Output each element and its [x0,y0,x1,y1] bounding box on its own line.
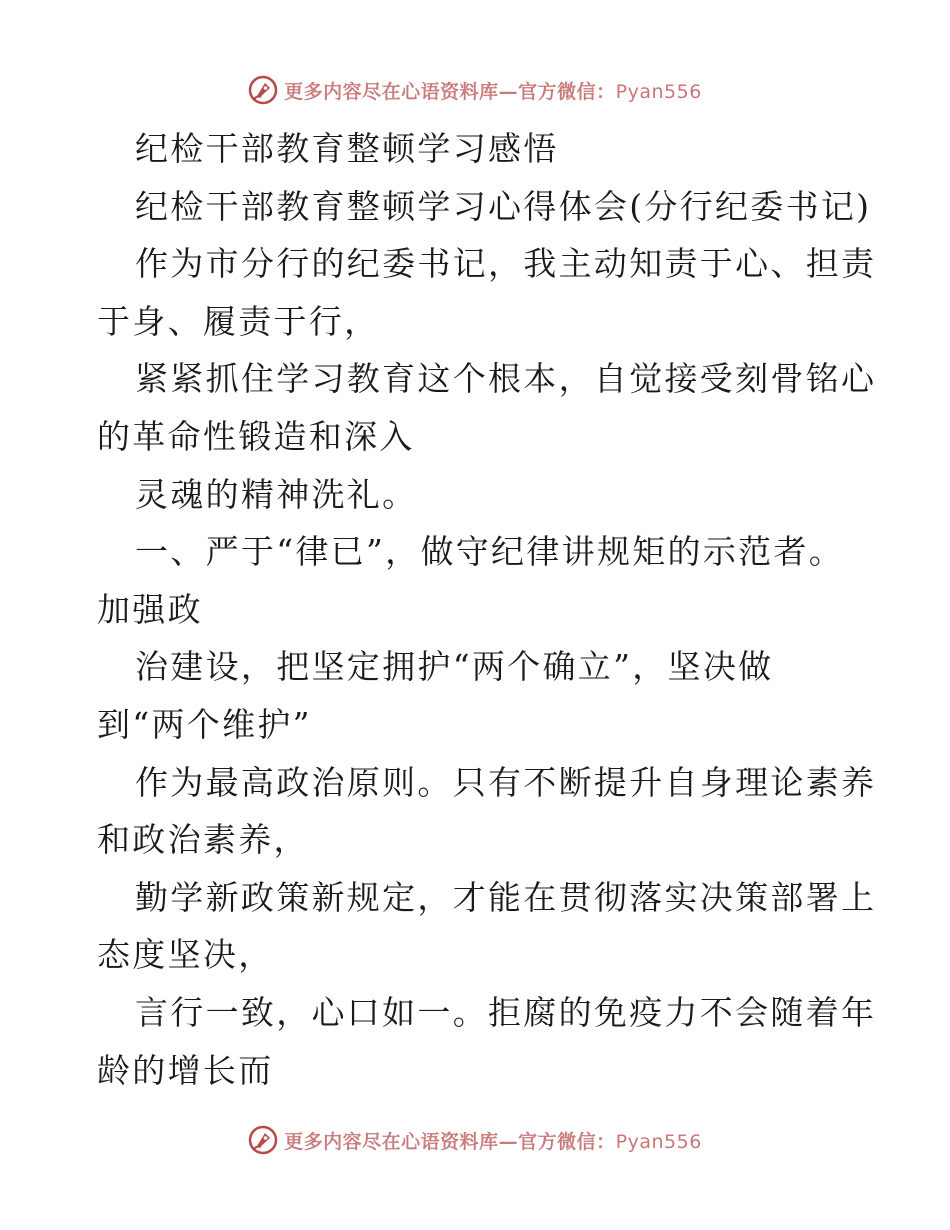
footer-text: 更多内容尽在心语资料库—官方微信：Pyan556 [284,1130,702,1153]
text-line: 加强政 [97,589,203,629]
text-line: 纪检干部教育整顿学习感悟 [135,129,559,168]
text-line: 态度坚决， [97,935,274,975]
text-line: 作为市分行的纪委书记，我主动知责于心、担责 [135,244,877,284]
text-line: 的革命性锻造和深入 [97,416,415,456]
text-line: 和政治素养， [97,820,309,860]
document-body [97,120,877,1099]
header-banner [0,70,950,110]
pen-nib-logo-icon [248,75,278,105]
text-line: 到“两个维护” [97,704,312,744]
text-line: 纪检干部教育整顿学习心得体会(分行纪委书记) [135,186,872,226]
text-line: 治建设，把坚定拥护“两个确立”，坚决做 [135,647,774,687]
pen-nib-logo-icon [248,1125,278,1155]
header-text: 更多内容尽在心语资料库—官方微信：Pyan556 [284,80,702,103]
text-line: 龄的增长而 [97,1050,274,1090]
text-line: 言行一致，心口如一。拒腐的免疫力不会随着年 [135,992,877,1032]
wechat-handle[interactable]: Pyan556 [615,80,702,103]
footer-banner [0,1120,950,1160]
text-line: 勤学新政策新规定，才能在贯彻落实决策部署上 [135,877,877,917]
text-line: 紧紧抓住学习教育这个根本，自觉接受刻骨铭心 [135,359,877,399]
wechat-handle[interactable]: Pyan556 [615,1130,702,1153]
text-line: 灵魂的精神洗礼。 [135,474,418,514]
text-line: 作为最高政治原则。只有不断提升自身理论素养 [135,762,877,802]
text-line: 一、严于“律已”，做守纪律讲规矩的示范者。 [135,532,845,572]
text-line: 于身、履责于行， [97,301,380,341]
